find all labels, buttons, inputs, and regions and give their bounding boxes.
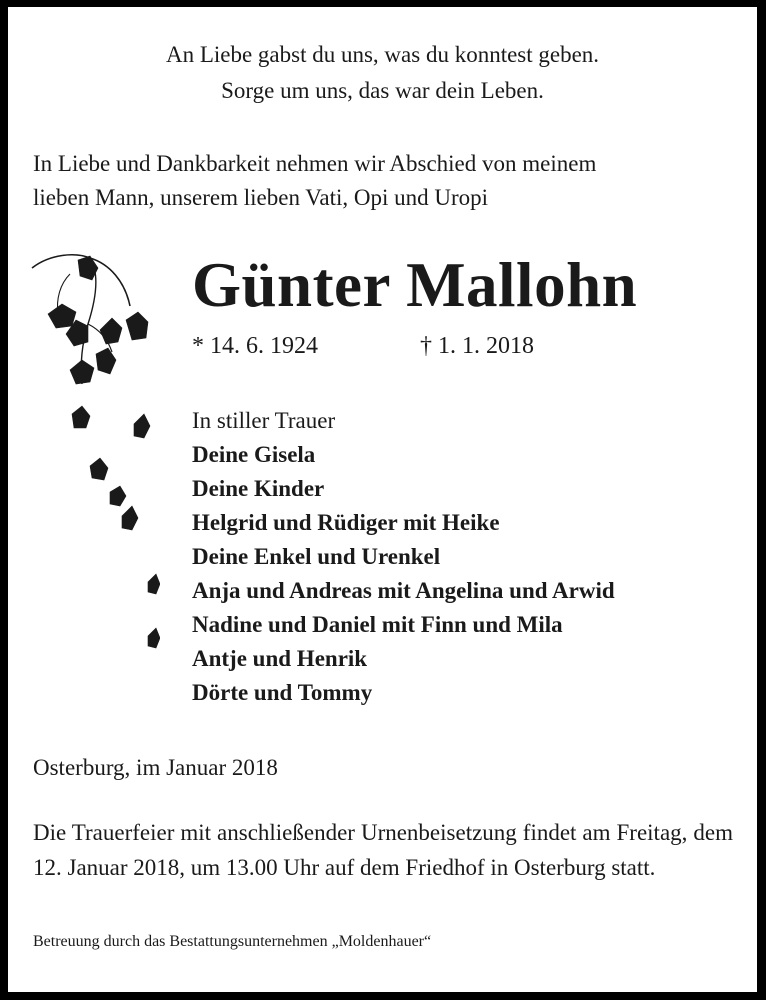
verse-line-2: Sorge um uns, das war dein Leben. <box>221 78 544 103</box>
mourner-name: Nadine und Daniel mit Finn und Mila <box>192 612 563 637</box>
birth-date: * 14. 6. 1924 <box>192 333 318 359</box>
mourner-name: Deine Gisela <box>192 442 316 467</box>
falling-leaves-icon <box>30 244 160 674</box>
undertaker-note: Betreuung durch das Bestattungsunternehmen „Moldenhauer“ <box>33 933 432 950</box>
intro-line-1: In Liebe und Dankbarkeit nehmen wir Abschied von meinem <box>33 151 597 176</box>
intro-line-2: lieben Mann, unserem lieben Vati, Opi und Uropi <box>33 185 489 210</box>
service-text: Die Trauerfeier mit anschließender Urnenbeisetzung findet am Freitag, dem 12. Januar 2018, um 13.00 Uhr auf dem Friedhof in Osterburg statt. <box>33 820 733 880</box>
mourner-name: Dörte und Tommy <box>192 680 373 705</box>
verse-line-1: An Liebe gabst du uns, was du konntest geben. <box>165 42 600 67</box>
service-notice <box>33 816 733 885</box>
mourner-name: Antje und Henrik <box>192 646 368 671</box>
death-date: † 1. 1. 2018 <box>420 333 534 359</box>
mourner-name: Deine Kinder <box>192 476 325 501</box>
obituary-card <box>8 7 757 992</box>
mourners-list <box>192 438 615 710</box>
mourner-name: Deine Enkel und Urenkel <box>192 544 441 569</box>
deceased-name: Günter Mallohn <box>192 250 638 320</box>
mourner-name: Helgrid und Rüdiger mit Heike <box>192 510 500 535</box>
place-date: Osterburg, im Januar 2018 <box>33 755 278 780</box>
mourner-name: Anja und Andreas mit Angelina und Arwid <box>192 578 615 603</box>
mourning-heading: In stiller Trauer <box>192 408 336 433</box>
